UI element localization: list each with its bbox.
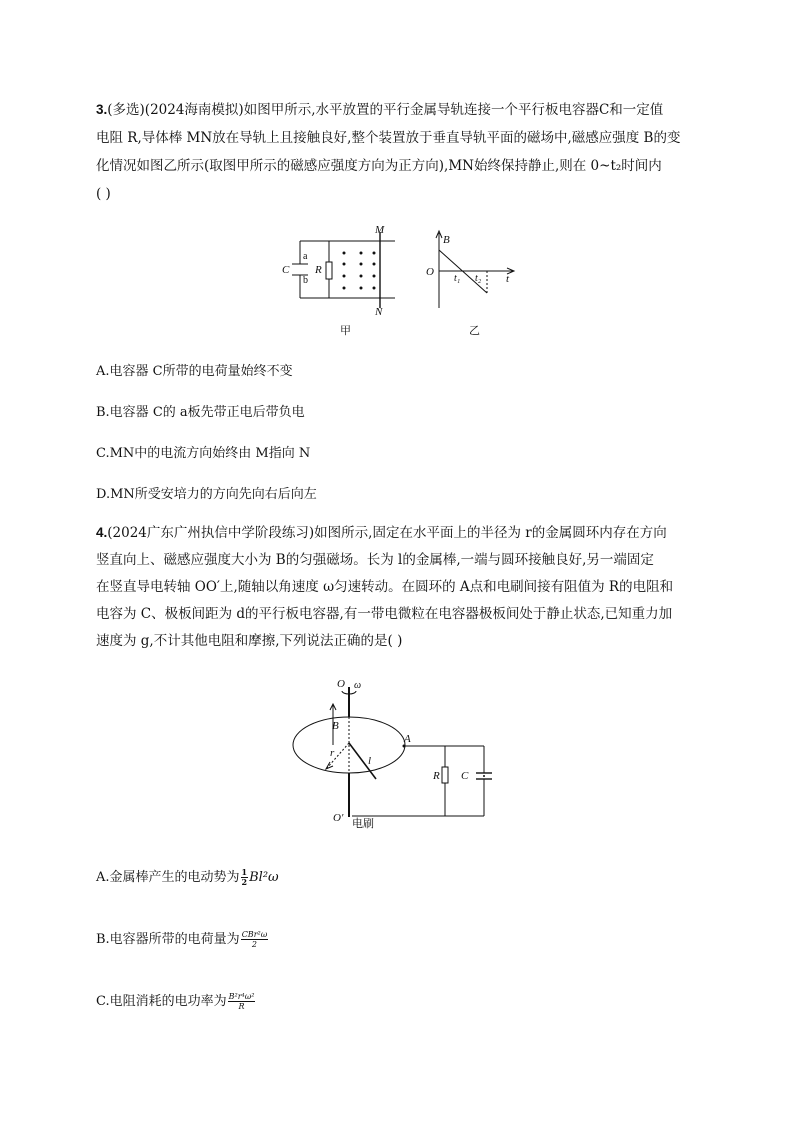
q4-figure xyxy=(290,675,510,835)
q4-number: 4. xyxy=(96,525,108,540)
q3-option-c[interactable]: C.MN中的电流方向始终由 M指向 N xyxy=(96,446,311,461)
q3-figure-jia xyxy=(270,222,410,337)
q4-option-a-coef-num: 1 xyxy=(241,867,248,877)
q4-line-1-text: (2024广东广州执信中学阶段练习)如图所示,固定在水平面上的半径为 r的金属圆环内存在方向 xyxy=(107,525,667,541)
q4-line-4: 电容为 C、极板间距为 d的平行板电容器,有一带电微粒在电容器极板间处于静止状态,已知重力加 xyxy=(96,606,673,622)
q4-option-b-text: B.电容器所带的电荷量为 xyxy=(96,932,240,947)
q4-option-a-coef xyxy=(241,868,249,887)
q3-number: 3. xyxy=(96,102,108,117)
q4-option-b-num: CBr²ω xyxy=(241,930,268,939)
fig-jia-label-a: a xyxy=(303,251,308,262)
q3-line-2: 电阻 R,导体棒 MN放在导轨上且接触良好,整个装置放于垂直导轨平面的磁场中,磁感应强度 B的变 xyxy=(96,130,681,146)
q3-figure-yi xyxy=(425,228,520,313)
q4-option-b-fraction xyxy=(241,930,269,949)
q4-option-b-den: 2 xyxy=(251,940,258,949)
q4-fig-label-b: B xyxy=(332,720,339,732)
fig-jia-label-c: C xyxy=(282,264,290,276)
q3-line-1-text: (多选)(2024海南模拟)如图甲所示,水平放置的平行金属导轨连接一个平行板电容器C和一定值 xyxy=(107,102,664,118)
q4-line-2: 竖直向上、磁感应强度大小为 B的匀强磁场。长为 l的金属棒,一端与圆环接触良好,另一端固定 xyxy=(96,552,654,568)
q3-option-a[interactable]: A.电容器 C所带的电荷量始终不变 xyxy=(96,364,293,379)
q4-option-c[interactable] xyxy=(96,990,256,1011)
q4-fig-label-l: l xyxy=(368,755,372,767)
q4-option-a-expr: Bl²ω xyxy=(249,870,279,885)
q4-fig-label-a: A xyxy=(404,733,411,745)
q4-option-c-num: B²r⁴ω² xyxy=(228,992,255,1001)
q4-fig-label-brush: 电刷 xyxy=(352,818,374,830)
fig-yi-label-o: O xyxy=(426,266,434,278)
q3-line-3: 化情况如图乙所示(取图甲所示的磁感应强度方向为正方向),MN始终保持静止,则在 0~t₂时间内 xyxy=(96,158,662,174)
fig-jia-label-r: R xyxy=(315,264,322,276)
q3-option-d[interactable]: D.MN所受安培力的方向先向右后向左 xyxy=(96,487,317,502)
fig-yi-caption: 乙 xyxy=(469,325,480,337)
q4-option-c-text: C.电阻消耗的电功率为 xyxy=(96,994,227,1009)
q4-fig-label-c: C xyxy=(461,770,469,782)
fig-yi-label-t1: t₁ xyxy=(454,273,461,284)
fig-yi-label-t: t xyxy=(506,273,510,285)
fig-jia-label-n: N xyxy=(375,306,383,318)
q4-fig-label-o: O xyxy=(337,678,345,690)
q3-line-4: ( ) xyxy=(96,186,111,202)
fig-jia-label-b: b xyxy=(303,275,308,286)
fig-jia-label-m: M xyxy=(375,224,385,236)
fig-yi-label-t2: t₂ xyxy=(475,273,482,284)
q3-line-1 xyxy=(96,102,663,118)
q4-option-a-coef-den: 2 xyxy=(241,877,248,887)
q4-option-c-den: R xyxy=(238,1002,245,1011)
fig-jia-caption: 甲 xyxy=(340,325,351,337)
q4-fig-label-r-resistor: R xyxy=(433,770,440,782)
fig-yi-label-b: B xyxy=(443,234,450,246)
q4-line-1 xyxy=(96,525,667,541)
q4-line-3: 在竖直导电转轴 OO′上,随轴以角速度 ω匀速转动。在圆环的 A点和电刷间接有阻值为 R的电阻和 xyxy=(96,579,674,595)
q4-fig-label-o-prime: O′ xyxy=(333,812,344,824)
q4-option-b[interactable] xyxy=(96,928,269,949)
q4-fig-label-omega: ω xyxy=(354,680,362,691)
q4-option-a-text: A.金属棒产生的电动势为 xyxy=(96,870,240,885)
q4-option-c-fraction xyxy=(228,992,256,1011)
q4-line-5: 速度为 g,不计其他电阻和摩擦,下列说法正确的是( ) xyxy=(96,633,403,649)
q4-option-a[interactable] xyxy=(96,866,279,887)
q3-option-b[interactable]: B.电容器 C的 a板先带正电后带负电 xyxy=(96,405,305,420)
q4-fig-label-r: r xyxy=(330,747,335,759)
